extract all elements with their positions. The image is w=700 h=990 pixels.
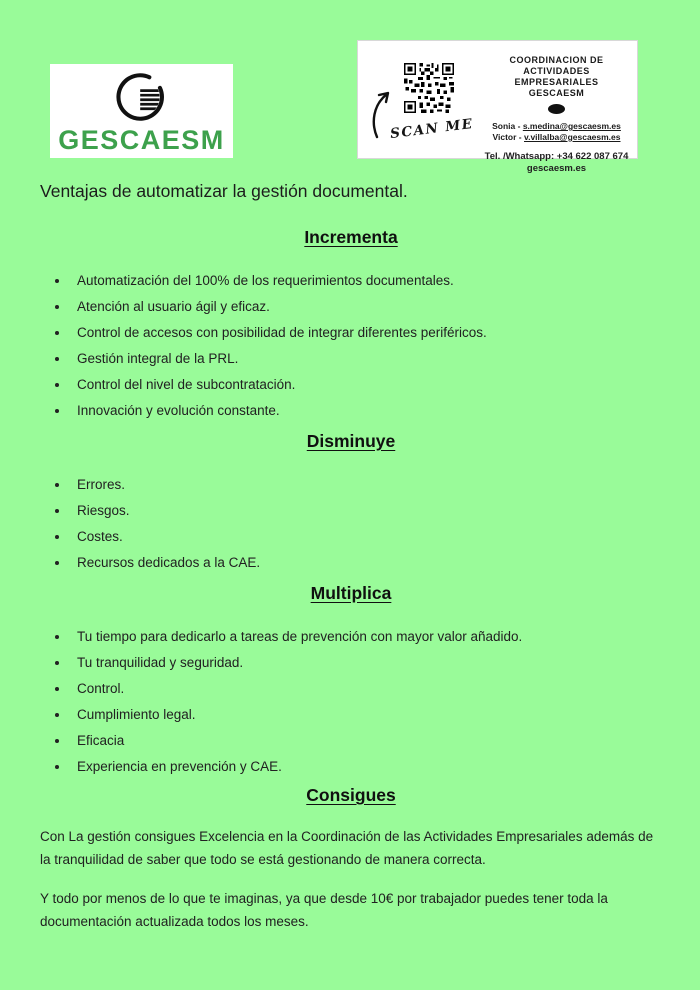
- contact-card: [357, 40, 638, 174]
- org-name-line: ACTIVIDADES: [523, 66, 590, 76]
- gescaesm-logo: [50, 64, 233, 158]
- section-heading-incrementa: Incrementa: [304, 227, 398, 247]
- contact-email-link[interactable]: s.medina@gescaesm.es: [522, 121, 621, 131]
- qr-code-icon: [404, 63, 454, 113]
- contact-name: Sonia -: [492, 121, 523, 131]
- card-info: [482, 47, 631, 174]
- phone-number: Tel. /Whatsapp: +34 622 087 674: [484, 151, 629, 162]
- website-url: gescaesm.es: [526, 163, 587, 174]
- list-item: • Experiencia en prevención y CAE.: [70, 754, 662, 780]
- list-item: • Riesgos.: [70, 498, 662, 524]
- card-scan-zone: [366, 47, 482, 152]
- section-heading-disminuye: Disminuye: [306, 431, 396, 451]
- scan-me-label: SCAN ME: [389, 115, 475, 143]
- list-item: • Control.: [70, 676, 662, 702]
- org-name-line: COORDINACION DE: [509, 55, 604, 65]
- list-item: • Recursos dedicados a la CAE.: [70, 550, 662, 576]
- section-heading-consigues: Consigues: [306, 785, 396, 805]
- incrementa-list: [40, 268, 662, 424]
- list-item: • Cumplimiento legal.: [70, 702, 662, 728]
- contact-email-link[interactable]: v.villalba@gescaesm.es: [524, 132, 621, 142]
- section-heading-multiplica: Multiplica: [310, 583, 392, 603]
- closing-paragraph: Y todo por menos de lo que te imaginas, ya que desde 10€ por trabajador puedes tener toda la documentación actualizada todos los meses.: [40, 891, 608, 929]
- list-item: • Control de accesos con posibilidad de integrar diferentes periféricos.: [70, 320, 662, 346]
- list-item: • Atención al usuario ágil y eficaz.: [70, 294, 662, 320]
- logo-wordmark: GESCAESM: [58, 125, 225, 155]
- list-item: • Tu tranquilidad y seguridad.: [70, 650, 662, 676]
- list-item: • Control del nivel de subcontratación.: [70, 372, 662, 398]
- disminuye-list: [40, 472, 662, 576]
- multiplica-list: [40, 624, 662, 780]
- list-item: • Tu tiempo para dedicarlo a tareas de prevención con mayor valor añadido.: [70, 624, 662, 650]
- document-body: [40, 180, 662, 933]
- list-item: • Costes.: [70, 524, 662, 550]
- list-item: • Errores.: [70, 472, 662, 498]
- g-circle-stripes-icon: [113, 68, 171, 126]
- list-item: • Innovación y evolución constante.: [70, 398, 662, 424]
- page-title: Ventajas de automatizar la gestión documental.: [40, 181, 408, 201]
- contact-row: [482, 121, 631, 132]
- list-item: • Automatización del 100% de los requerimientos documentales.: [70, 268, 662, 294]
- list-item: • Eficacia: [70, 728, 662, 754]
- contact-name: Victor -: [492, 132, 524, 142]
- closing-paragraph: Con La gestión consigues Excelencia en la Coordinación de las Actividades Empresariales además de la tranquilidad de saber que todo se está gestionando de manera correcta.: [40, 829, 654, 867]
- org-name-line: GESCAESM: [528, 88, 585, 98]
- oval-divider-icon: [548, 104, 565, 114]
- list-item: • Gestión integral de la PRL.: [70, 346, 662, 372]
- org-name-line: EMPRESARIALES: [514, 77, 599, 87]
- contact-row: [482, 132, 631, 143]
